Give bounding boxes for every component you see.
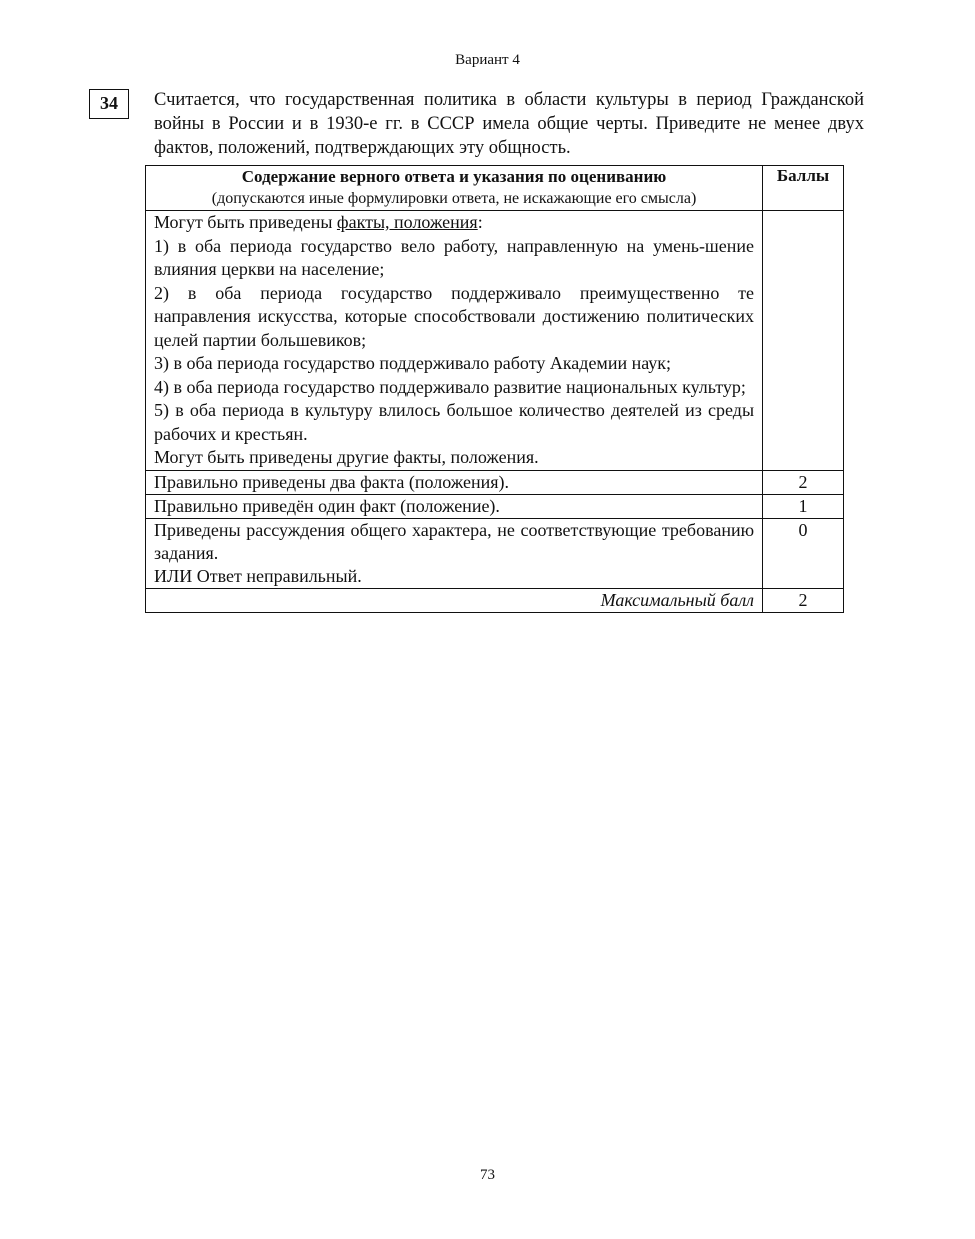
answer-intro-suffix: : [477,212,483,232]
answer-rubric-table [145,165,844,613]
content-header-cell [146,166,763,211]
answer-item-4: 4) в оба периода государство поддерживало развитие национальных культур; [154,376,746,397]
criterion-row [146,470,844,494]
points-header: Баллы [763,166,844,211]
page-number: 73 [480,1167,495,1183]
criterion-points: 1 [763,494,844,518]
max-score-label: Максимальный балл [146,588,763,612]
answer-intro-underlined: факты, положения [336,212,478,232]
criterion-text: Правильно приведён один факт (положение). [146,494,763,518]
answer-content-cell [146,211,763,471]
criterion-zero-alt: ИЛИ Ответ неправильный. [154,565,362,586]
criterion-zero-text: Приведены рассуждения общего характера, не соответствующие требованию задания. [154,519,755,563]
table-header-row [146,166,844,211]
criterion-text: Правильно приведены два факта (положения). [146,470,763,494]
answer-item-2: 2) в оба периода государство поддерживало преимущественно те направления искусства, которые способствовали достижению политических целей партии большевиков; [154,282,755,350]
max-score-value: 2 [763,588,844,612]
answer-item-1: 1) в оба периода государство вело работу, направленную на умень-шение влияния церкви на население; [154,235,755,279]
answer-intro-prefix: Могут быть приведены [154,212,337,232]
max-score-row [146,588,844,612]
answer-outro: Могут быть приведены другие факты, положения. [154,447,539,467]
answer-item-5: 5) в оба периода в культуру влилось большое количество деятелей из среды рабочих и крестьян. [154,400,755,444]
content-header-subtitle: (допускаются иные формулировки ответа, не искажающие его смысла) [211,190,697,207]
answer-content-row [146,211,844,471]
criterion-points: 2 [763,470,844,494]
content-header-title: Содержание верного ответа и указания по оцениванию [241,167,667,186]
answer-item-3: 3) в оба периода государство поддерживало работу Академии наук; [154,353,672,373]
variant-header: Вариант 4 [455,52,520,68]
answer-content-points [763,211,844,471]
criterion-zero-cell [146,518,763,588]
question-text: Считается, что государственная политика в области культуры в период Гражданской войны в России и в 1930-е гг. в СССР имела общие черты. Приведите не менее двух фактов, положений, подтверждающих эту общность. [154,90,864,158]
criterion-zero-points: 0 [763,518,844,588]
criterion-row-zero [146,518,844,588]
question-number: 34 [89,89,129,119]
answer-intro [154,211,754,235]
criterion-row [146,494,844,518]
